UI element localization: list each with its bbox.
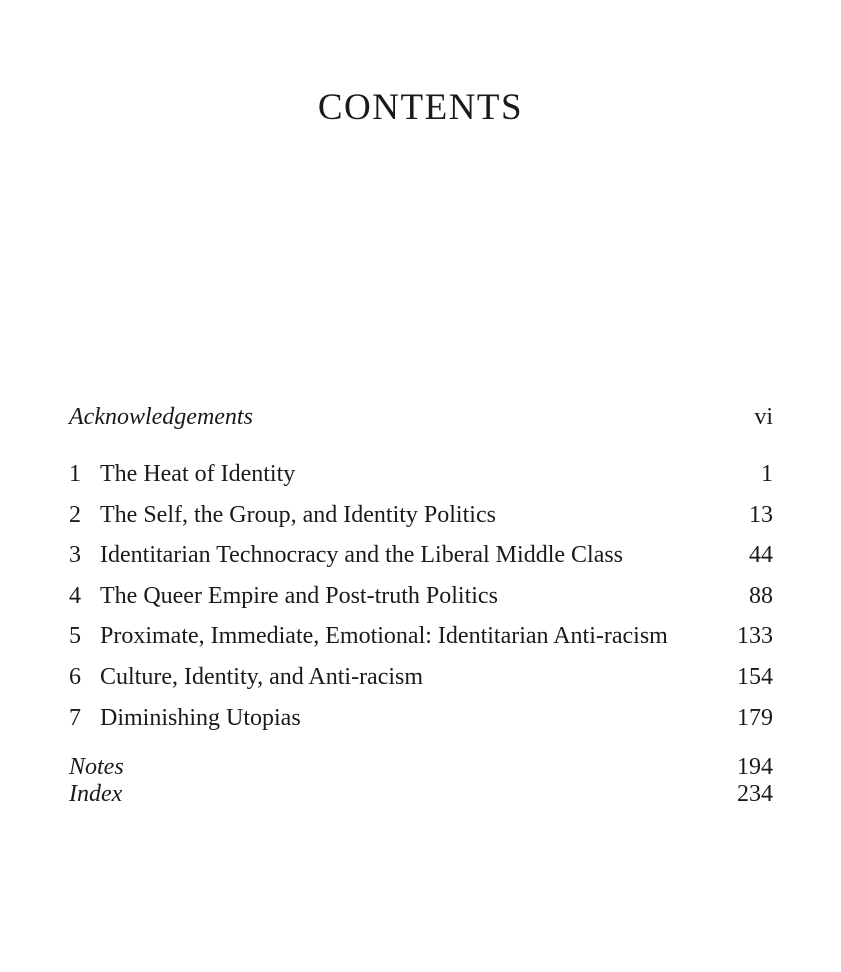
chapter-number: 2	[69, 501, 81, 528]
entry-label-group	[69, 459, 295, 489]
entry-page-number: 13	[749, 501, 773, 528]
entry-label-group	[69, 581, 498, 611]
chapter-title: The Queer Empire and Post-truth Politics	[100, 582, 498, 609]
chapter-title: Proximate, Immediate, Emotional: Identitarian Anti-racism	[100, 623, 668, 650]
entry-page-number: vi	[754, 404, 773, 430]
entry-page-number: 194	[737, 754, 773, 781]
entry-label-group	[69, 500, 496, 530]
toc-entry-acknowledgements	[69, 402, 773, 432]
entry-page-number: 1	[761, 461, 773, 487]
back-matter	[69, 754, 773, 808]
toc-entry-chapter-4	[69, 581, 773, 622]
entry-label-group	[69, 621, 668, 651]
entry-label-group	[69, 703, 301, 733]
chapter-number: 3	[69, 542, 81, 569]
chapter-number: 5	[69, 623, 81, 650]
toc-entry-chapter-1	[69, 459, 773, 500]
entry-label: Acknowledgements	[69, 404, 253, 430]
entry-label-group	[69, 540, 623, 570]
chapter-list	[69, 459, 773, 743]
toc-entry-chapter-2	[69, 500, 773, 541]
chapter-title: Diminishing Utopias	[100, 704, 301, 731]
chapter-number: 4	[69, 582, 81, 609]
toc-entry-chapter-5	[69, 621, 773, 662]
chapter-title: The Self, the Group, and Identity Politics	[100, 501, 496, 528]
entry-page-number: 154	[737, 663, 773, 690]
entry-label: Index	[69, 781, 123, 808]
chapter-number: 1	[69, 461, 81, 487]
entry-label-group	[69, 662, 423, 692]
chapter-number: 6	[69, 663, 81, 690]
chapter-title: The Heat of Identity	[100, 461, 296, 487]
toc-entry-chapter-6	[69, 662, 773, 703]
entry-page-number: 133	[737, 623, 773, 650]
page-title: CONTENTS	[317, 87, 524, 128]
entry-page-number: 44	[749, 542, 773, 569]
toc-entry-chapter-7	[69, 703, 773, 744]
entry-label: Notes	[69, 754, 124, 781]
entry-page-number: 88	[749, 582, 773, 609]
toc-entry-index	[69, 781, 773, 808]
chapter-title: Culture, Identity, and Anti-racism	[100, 663, 424, 690]
entry-page-number: 234	[737, 781, 773, 808]
front-matter	[69, 402, 773, 432]
entry-page-number: 179	[737, 704, 773, 731]
chapter-number: 7	[69, 704, 81, 731]
toc-entry-notes	[69, 754, 773, 781]
chapter-title: Identitarian Technocracy and the Liberal Middle Class	[100, 542, 624, 569]
toc-entry-chapter-3	[69, 540, 773, 581]
table-of-contents	[69, 402, 773, 808]
